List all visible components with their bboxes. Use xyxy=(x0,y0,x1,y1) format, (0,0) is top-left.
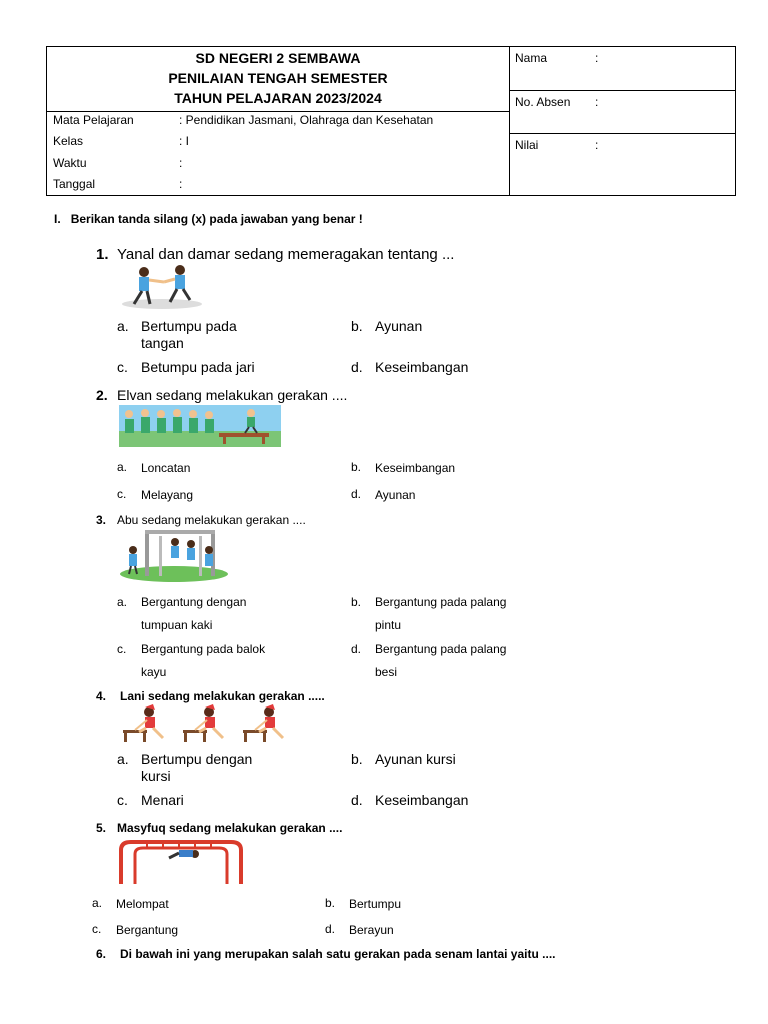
option-letter: b. xyxy=(351,751,363,767)
info-label: Kelas xyxy=(53,134,84,148)
hanging-bar-image xyxy=(119,528,229,582)
option-letter: b. xyxy=(351,318,363,334)
school-year: TAHUN PELAJARAN 2023/2024 xyxy=(174,90,382,106)
absen-field[interactable] xyxy=(509,91,736,134)
info-label: Mata Pelajaran xyxy=(53,113,134,127)
option-text: Bertumpu pada tangan xyxy=(141,318,237,351)
question-text: Elvan sedang melakukan gerakan .... xyxy=(117,387,348,403)
info-label: Tanggal xyxy=(53,177,96,191)
kids-balancing-image xyxy=(120,262,204,310)
option-text: Betumpu pada jari xyxy=(141,359,255,375)
option-text: Keseimbangan xyxy=(375,359,469,375)
option-text: Ayunan xyxy=(375,318,423,334)
option-letter: d. xyxy=(325,922,336,936)
option-text: Bertumpu dengan kursi xyxy=(141,751,253,784)
header-title-block xyxy=(47,47,509,112)
option-text: Ayunan kursi xyxy=(375,751,456,767)
option-text: Berayun xyxy=(349,923,394,937)
option-text: Melayang xyxy=(141,488,194,502)
option-text: Bergantung pada balok kayu xyxy=(141,642,266,679)
question-text: Masyfuq sedang melakukan gerakan .... xyxy=(117,821,343,835)
option-letter: b. xyxy=(325,896,336,910)
header-table xyxy=(46,46,736,196)
field-label: Nama xyxy=(515,51,548,65)
exam-name: PENILAIAN TENGAH SEMESTER xyxy=(168,70,388,86)
option-text: Melompat xyxy=(116,897,169,911)
info-value: : I xyxy=(179,134,190,148)
option-letter: d. xyxy=(351,792,363,808)
question-number: 6. xyxy=(96,947,107,961)
question-number: 2. xyxy=(96,387,108,403)
section-number: I. xyxy=(54,212,61,226)
option-letter: c. xyxy=(117,792,128,808)
field-label: No. Absen xyxy=(515,95,571,109)
option-letter: c. xyxy=(117,359,128,375)
option-letter: b. xyxy=(351,460,362,474)
field-colon: : xyxy=(595,51,599,65)
question-text: Abu sedang melakukan gerakan .... xyxy=(117,513,306,527)
balance-beam-image xyxy=(119,405,281,447)
chair-exercise-image xyxy=(119,704,299,744)
option-letter: d. xyxy=(351,359,363,375)
score-field[interactable] xyxy=(509,134,736,195)
option-text: Loncatan xyxy=(141,461,191,475)
option-text: Menari xyxy=(141,792,184,808)
option-text: Keseimbangan xyxy=(375,461,456,475)
option-text: Bergantung dengan tumpuan kaki xyxy=(141,595,247,632)
school-name: SD NEGERI 2 SEMBAWA xyxy=(195,50,361,66)
option-letter: d. xyxy=(351,642,362,656)
header-left xyxy=(47,47,510,195)
option-text: Bergantung xyxy=(116,923,179,937)
info-label: Waktu xyxy=(53,156,87,170)
option-text: Ayunan xyxy=(375,488,416,502)
question-text: Di bawah ini yang merupakan salah satu gerakan pada senam lantai yaitu .... xyxy=(120,947,556,961)
info-value: : Pendidikan Jasmani, Olahraga dan Kesehatan xyxy=(179,113,434,127)
option-letter: d. xyxy=(351,487,362,501)
option-letter: a. xyxy=(117,595,128,609)
section-text: Berikan tanda silang (x) pada jawaban yang benar ! xyxy=(70,212,363,226)
question-number: 4. xyxy=(96,689,107,703)
option-letter: a. xyxy=(92,896,103,910)
field-label: Nilai xyxy=(515,138,539,152)
field-colon: : xyxy=(595,138,599,152)
question-text: Yanal dan damar sedang memeragakan tentang ... xyxy=(117,246,455,263)
question-number: 1. xyxy=(96,246,109,263)
option-letter: c. xyxy=(92,922,102,936)
option-text: Keseimbangan xyxy=(375,792,469,808)
option-letter: a. xyxy=(117,318,129,334)
option-text: Bergantung pada palang pintu xyxy=(375,595,507,632)
question-text: Lani sedang melakukan gerakan ..... xyxy=(120,689,325,703)
option-letter: a. xyxy=(117,460,128,474)
question-number: 5. xyxy=(96,821,107,835)
option-letter: c. xyxy=(117,642,127,656)
option-letter: a. xyxy=(117,751,129,767)
question-number: 3. xyxy=(96,513,107,527)
option-letter: b. xyxy=(351,595,362,609)
option-text: Bergantung pada palang besi xyxy=(375,642,507,679)
name-field[interactable] xyxy=(509,47,736,91)
option-letter: c. xyxy=(117,487,127,501)
section-instruction xyxy=(54,212,363,226)
option-text: Bertumpu xyxy=(349,897,402,911)
monkey-bars-image xyxy=(117,836,245,886)
info-value: : xyxy=(179,177,183,191)
field-colon: : xyxy=(595,95,599,109)
info-value: : xyxy=(179,156,183,170)
